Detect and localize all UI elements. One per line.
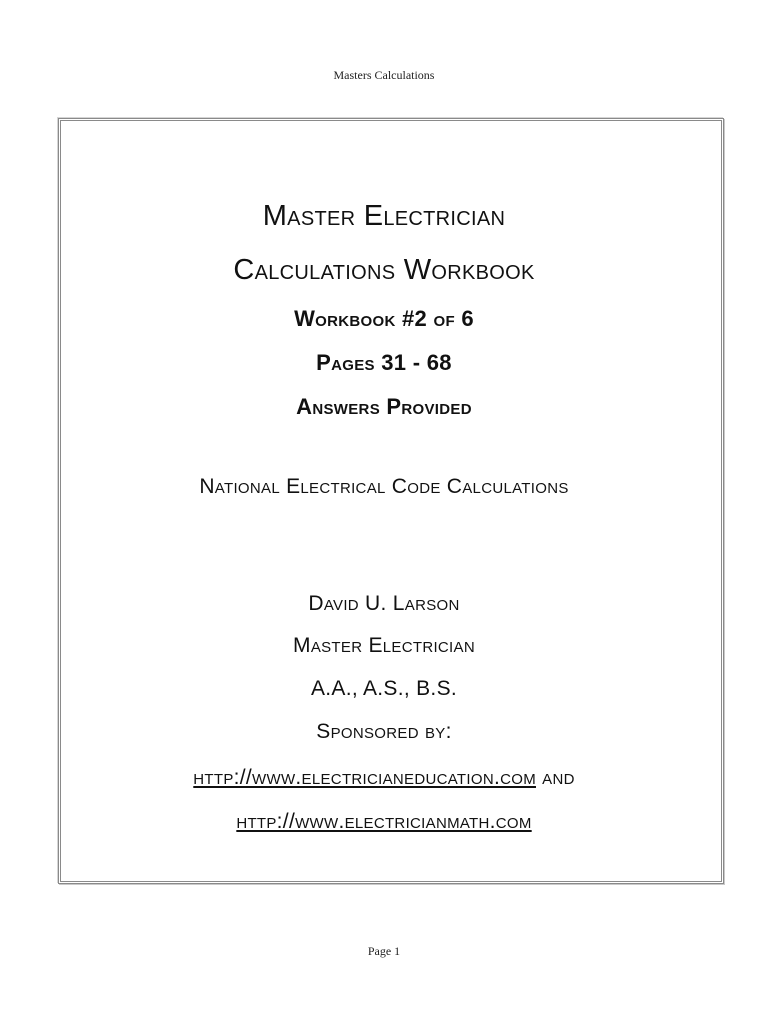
pages-range: Pages 31 - 68	[316, 350, 452, 375]
author-title: Master Electrician	[293, 634, 475, 657]
sponsor-line-1	[0, 766, 768, 790]
answers-note: Answers Provided	[296, 394, 472, 419]
author-degrees: A.A., A.S., B.S.	[310, 677, 458, 700]
cover-subtitle: National Electrical Code Calculations	[199, 475, 569, 498]
sponsor-line-2	[0, 810, 768, 834]
cover-title-line2: Calculations Workbook	[233, 254, 535, 286]
running-header: Masters Calculations	[333, 68, 435, 82]
page-number: Page 1	[367, 944, 401, 958]
sponsor-link-2[interactable]: http://www.electricianmath.com	[236, 810, 532, 833]
cover-title-line1: Master Electrician	[262, 200, 506, 232]
sponsor-conjunction: and	[542, 766, 575, 789]
sponsored-label: Sponsored by:	[316, 720, 452, 743]
author-name: David U. Larson	[308, 592, 460, 615]
sponsor-link-1[interactable]: http://www.electricianeducation.com	[193, 766, 536, 789]
workbook-number: Workbook #2 of 6	[294, 306, 474, 331]
